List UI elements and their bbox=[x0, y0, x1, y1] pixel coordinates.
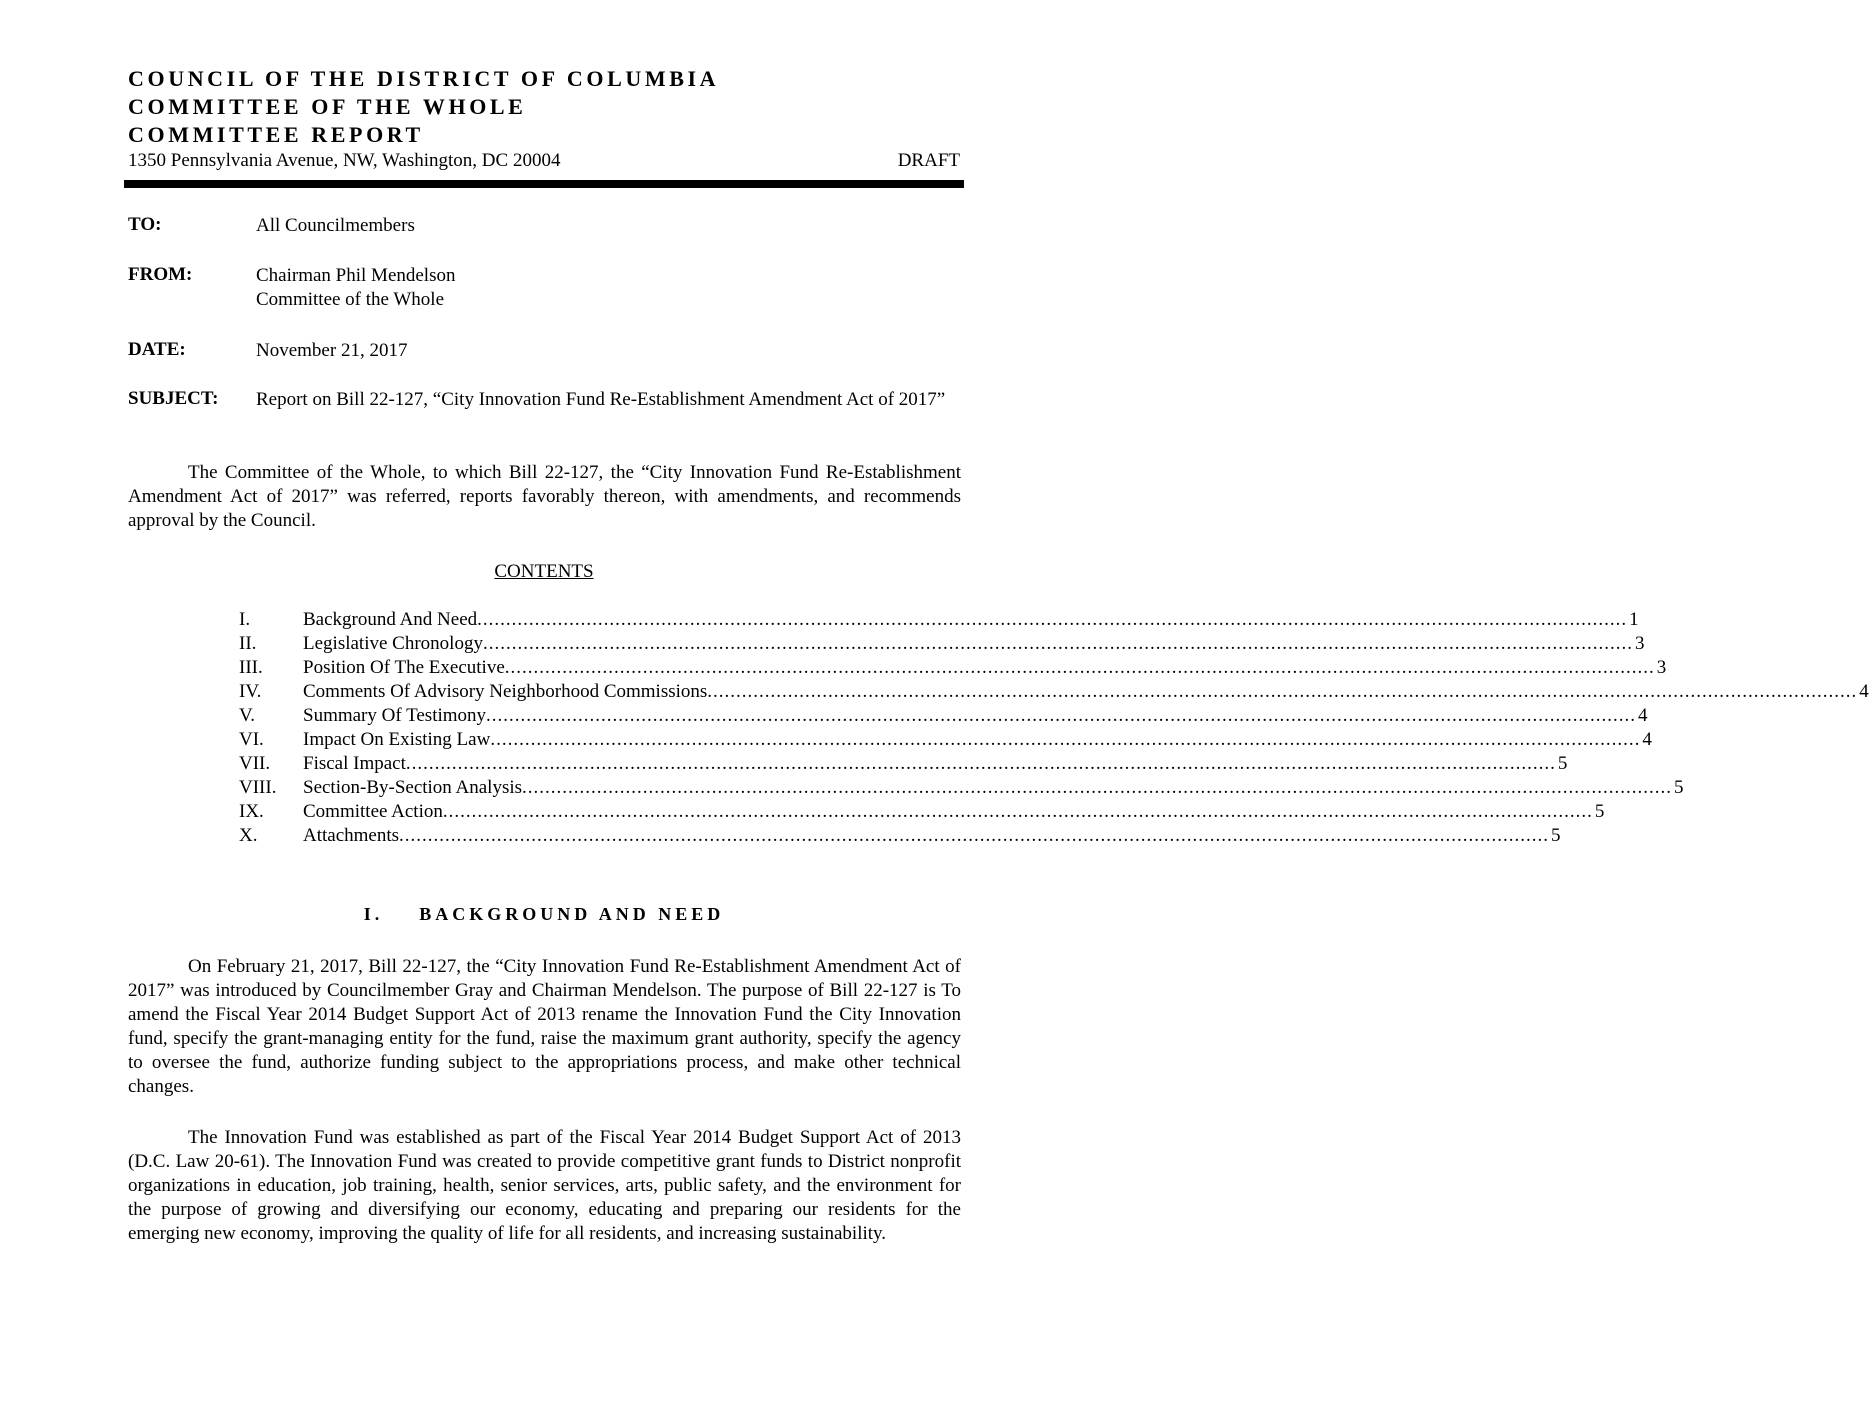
toc-leader: ........................................................................................................................................................................................................ bbox=[522, 777, 1673, 798]
toc-number: X. bbox=[239, 825, 258, 846]
toc-leader: ........................................................................................................................................................................................................ bbox=[504, 657, 1655, 678]
toc-title: Comments Of Advisory Neighborhood Commissions bbox=[303, 681, 708, 702]
toc-page: 5 bbox=[1674, 777, 1684, 798]
toc-title: Legislative Chronology bbox=[303, 633, 483, 654]
header-divider bbox=[124, 180, 964, 188]
toc-page: 5 bbox=[1551, 825, 1561, 846]
toc-page: 4 bbox=[1859, 681, 1869, 702]
toc-entry[interactable] bbox=[239, 609, 1639, 633]
toc-page: 3 bbox=[1634, 633, 1645, 654]
toc-number: IX. bbox=[239, 801, 264, 822]
section-number: I. bbox=[363, 904, 384, 924]
header-committee-name: COMMITTEE OF THE WHOLE bbox=[128, 94, 527, 119]
toc-title: Impact On Existing Law bbox=[303, 729, 491, 750]
section-heading bbox=[0, 904, 1088, 925]
to-label: TO: bbox=[128, 214, 162, 235]
toc-entry[interactable] bbox=[239, 633, 1645, 657]
to-value: All Councilmembers bbox=[256, 215, 415, 236]
section-title: BACKGROUND AND NEED bbox=[419, 904, 725, 924]
toc-leader: ........................................................................................................................................................................................................ bbox=[405, 753, 1556, 774]
toc-title: Summary Of Testimony bbox=[303, 705, 487, 726]
date-value: November 21, 2017 bbox=[256, 340, 408, 361]
toc-page: 4 bbox=[1638, 705, 1648, 726]
toc-page: 3 bbox=[1656, 657, 1667, 678]
toc-number: VII. bbox=[239, 753, 271, 774]
toc-leader: ........................................................................................................................................................................................................ bbox=[399, 825, 1550, 846]
toc-leader: ........................................................................................................................................................................................................ bbox=[486, 705, 1637, 726]
toc-number: V. bbox=[239, 705, 256, 726]
toc-page: 5 bbox=[1594, 801, 1605, 822]
toc-entry[interactable] bbox=[239, 801, 1605, 825]
toc-entry[interactable] bbox=[239, 729, 1652, 753]
toc-entry[interactable] bbox=[239, 657, 1667, 681]
subject-label: SUBJECT: bbox=[128, 388, 219, 409]
background-paragraph-2: The Innovation Fund was established as part of the Fiscal Year 2014 Budget Support Act of 2013 (D.C. Law 20-61). The Innovation Fund was created to provide competitive grant funds to District nonprofit organizations in education, job training, health, senior services, arts, public safety, and the environment for the purpose of growing and diversifying our economy, educating and preparing our residents for the emerging new economy, improving the quality of life for all residents, and increasing sustainability. bbox=[128, 1127, 961, 1244]
from-value-committee: Committee of the Whole bbox=[256, 289, 445, 310]
date-label: DATE: bbox=[128, 339, 186, 360]
draft-label: DRAFT bbox=[897, 150, 960, 171]
header-address: 1350 Pennsylvania Avenue, NW, Washington, DC 20004 bbox=[128, 150, 561, 171]
toc-number: II. bbox=[239, 633, 257, 654]
toc-title: Position Of The Executive bbox=[303, 657, 505, 678]
intro-paragraph: The Committee of the Whole, to which Bill 22-127, the “City Innovation Fund Re-Establishment Amendment Act of 2017” was referred, reports favorably thereon, with amendments, and recommends approval by the Council. bbox=[128, 462, 961, 531]
from-label: FROM: bbox=[128, 264, 193, 285]
toc-entry[interactable] bbox=[239, 681, 1869, 705]
toc-number: III. bbox=[239, 657, 263, 678]
toc-entry[interactable] bbox=[239, 753, 1568, 777]
subject-value: Report on Bill 22-127, “City Innovation Fund Re-Establishment Amendment Act of 2017” bbox=[256, 389, 946, 410]
toc-title: Section-By-Section Analysis bbox=[303, 777, 523, 798]
toc-leader: ........................................................................................................................................................................................................ bbox=[442, 801, 1593, 822]
toc-page: 4 bbox=[1642, 729, 1652, 750]
contents-heading: CONTENTS bbox=[494, 561, 594, 582]
toc-title: Background And Need bbox=[303, 609, 478, 630]
toc-leader: ........................................................................................................................................................................................................ bbox=[707, 681, 1858, 702]
toc-title: Attachments bbox=[303, 825, 400, 846]
toc-leader: ........................................................................................................................................................................................................ bbox=[477, 609, 1628, 630]
toc-page: 5 bbox=[1557, 753, 1568, 774]
header-council-name: COUNCIL OF THE DISTRICT OF COLUMBIA bbox=[128, 66, 720, 91]
toc-entry[interactable] bbox=[239, 705, 1648, 729]
toc-title: Fiscal Impact bbox=[303, 753, 406, 774]
background-paragraph-1: On February 21, 2017, Bill 22-127, the “City Innovation Fund Re-Establishment Amendment Act of 2017” was introduced by Councilmember Gray and Chairman Mendelson. The purpose of Bill 22-127 is To amend the Fiscal Year 2014 Budget Support Act of 2013 rename the Innovation Fund the City Innovation fund, specify the grant-managing entity for the fund, raise the maximum grant authority, specify the agency to oversee the fund, authorize funding subject to the appropriations process, and make other technical changes. bbox=[128, 956, 961, 1097]
toc-number: VIII. bbox=[239, 777, 277, 798]
toc-number: I. bbox=[239, 609, 251, 630]
toc-entry[interactable] bbox=[239, 777, 1684, 801]
toc-title: Committee Action bbox=[303, 801, 443, 822]
table-of-contents bbox=[239, 609, 1869, 849]
toc-page: 1 bbox=[1629, 609, 1639, 630]
toc-leader: ........................................................................................................................................................................................................ bbox=[482, 633, 1633, 654]
toc-number: VI. bbox=[239, 729, 264, 750]
toc-number: IV. bbox=[239, 681, 262, 702]
toc-entry[interactable] bbox=[239, 825, 1561, 849]
from-value-name: Chairman Phil Mendelson bbox=[256, 265, 456, 286]
header-report-type: COMMITTEE REPORT bbox=[128, 122, 424, 147]
toc-leader: ........................................................................................................................................................................................................ bbox=[490, 729, 1641, 750]
